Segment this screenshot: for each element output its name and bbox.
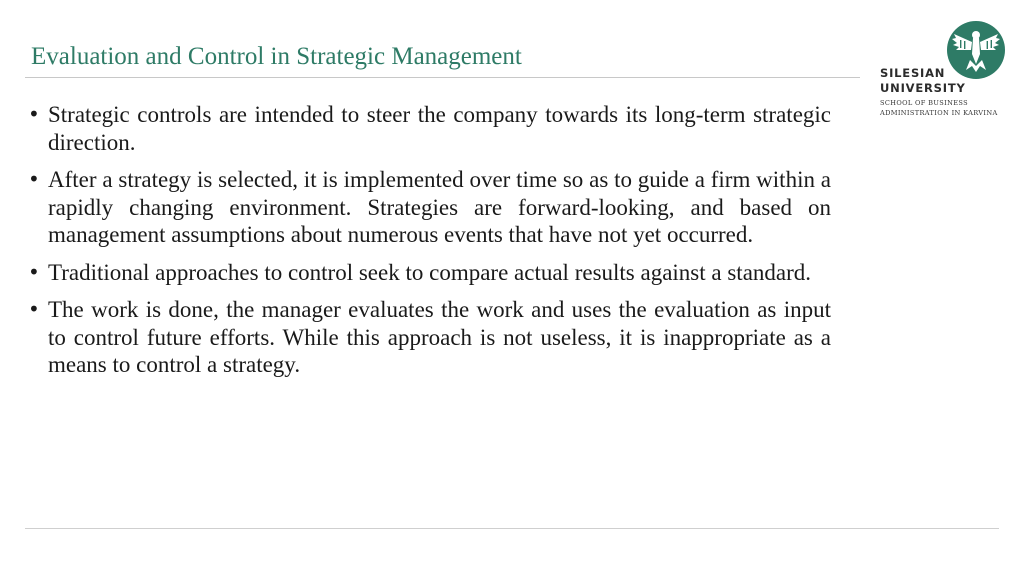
university-logo xyxy=(880,20,1010,130)
bullet-icon: • xyxy=(28,297,40,321)
logo-text-administration: ADMINISTRATION IN KARVINA xyxy=(880,109,998,117)
bullet-icon: • xyxy=(28,102,40,126)
eagle-emblem-icon xyxy=(946,20,1006,80)
bullet-list xyxy=(28,101,831,389)
logo-text-university: UNIVERSITY xyxy=(880,81,966,95)
title-divider xyxy=(25,77,860,78)
slide-title: Evaluation and Control in Strategic Management xyxy=(31,43,522,70)
bullet-icon: • xyxy=(28,259,40,284)
bullet-text: Strategic controls are intended to steer the company towards its long-term strategic direction. xyxy=(48,102,831,155)
bullet-item xyxy=(28,296,831,379)
bullet-item xyxy=(28,166,831,249)
bullet-text: After a strategy is selected, it is implemented over time so as to guide a firm within a rapidly changing environment. Strategies are forward-looking, and based on management assumptions about numerous events that have not yet occurred. xyxy=(48,167,831,247)
bullet-text: Traditional approaches to control seek to compare actual results against a standard. xyxy=(48,259,812,285)
logo-text-school: SCHOOL OF BUSINESS xyxy=(880,99,969,107)
bullet-item xyxy=(28,101,831,156)
footer-divider xyxy=(25,528,999,529)
bullet-icon: • xyxy=(28,167,40,191)
logo-text-silesian: SILESIAN xyxy=(880,66,946,80)
bullet-text: The work is done, the manager evaluates the work and uses the evaluation as input to control future efforts. While this approach is not useless, it is inappropriate as a means to control a strategy. xyxy=(48,297,831,377)
bullet-item xyxy=(28,259,831,287)
